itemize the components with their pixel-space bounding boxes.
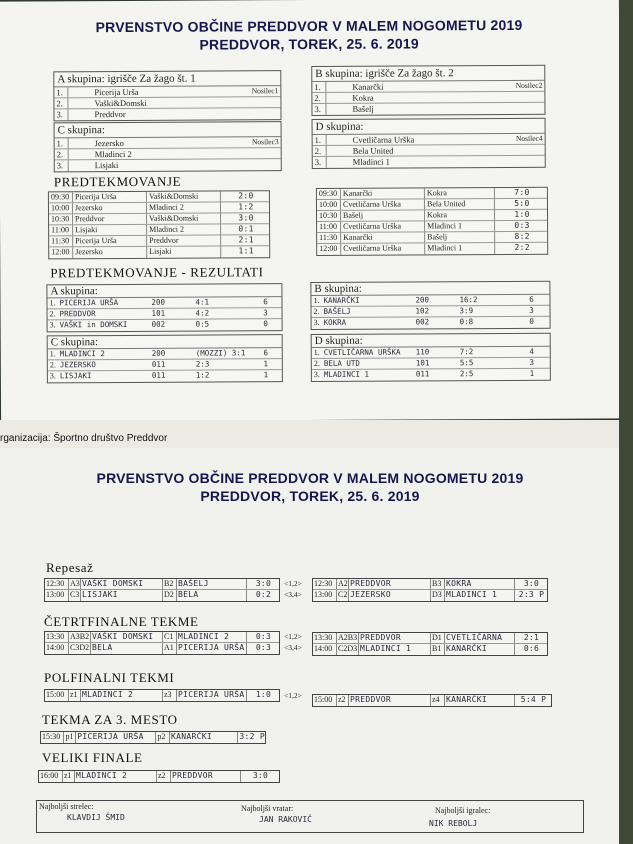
- match-home: Preddvor: [73, 214, 147, 224]
- polfinale-heading: POLFINALNI TEKMI: [44, 670, 175, 685]
- results-team: PICERIJA URŠA: [59, 298, 119, 308]
- match-home: Cvetličarna Urška: [341, 221, 425, 231]
- ko-home-code: C2: [338, 590, 348, 599]
- match-time: 09:30: [49, 192, 73, 202]
- match-time: 11:00: [317, 222, 341, 232]
- match-score: 2:2: [514, 242, 530, 252]
- match-away: Kokra: [425, 188, 495, 198]
- results-wdl: 110: [415, 347, 430, 357]
- match-score: 1:2: [238, 202, 254, 212]
- tretje-mesto-heading: TEKMA ZA 3. MESTO: [42, 712, 178, 727]
- results-goals: 2:3: [195, 359, 210, 369]
- results-wdl: 002: [415, 317, 430, 327]
- results-team: BAŠELJ: [323, 306, 351, 316]
- knockout-row: [45, 579, 279, 590]
- results-team: KOKRA: [323, 317, 347, 327]
- results-header: B skupina:: [311, 282, 549, 296]
- ko-away-team: KANARČKI: [445, 644, 515, 655]
- ko-time: 16:00: [39, 771, 63, 782]
- ko-away-code: D3: [431, 590, 445, 601]
- results-points: 0: [529, 316, 534, 326]
- match-away: Lisjaki: [147, 246, 221, 257]
- match-home: Lisjaki: [73, 225, 147, 235]
- ko-score: 0:6: [523, 644, 540, 653]
- bracket-arrow: <1,2>: [284, 632, 302, 641]
- organizer-line: rganizacija: Športno društvo Preddvor: [0, 433, 168, 444]
- sheet1-title: PRVENSTVO OBČINE PREDDVOR V MALEM NOGOMETU 2019: [95, 16, 523, 36]
- ko-time: 14:00: [45, 643, 69, 654]
- ko-home-team: JEZERSKO: [349, 590, 431, 601]
- ko-home-team: PREDDVOR: [359, 633, 431, 643]
- match-time: 12:00: [317, 244, 341, 255]
- sheet1-subtitle: PREDDVOR, TOREK, 25. 6. 2019: [199, 35, 419, 53]
- results-header: C skupina:: [48, 335, 282, 349]
- ko-score: 5:4 P: [520, 695, 547, 704]
- ko-score: 3:0: [252, 771, 269, 780]
- sheet-knockout-stage: [0, 448, 620, 844]
- ko-time: 12:30: [313, 579, 337, 589]
- knockout-row: [45, 590, 279, 601]
- results-goals: 4:2: [195, 308, 210, 318]
- results-team: VAŠKI in DOMSKI: [59, 319, 128, 330]
- match-away: Mladinci 2: [147, 224, 221, 234]
- match-time: 10:00: [49, 203, 73, 213]
- prelim-matches-right: [316, 187, 548, 256]
- ko-away-team: MLADINCI 1: [445, 590, 515, 601]
- results-wdl: 002: [151, 319, 166, 329]
- ko-time: 13:30: [45, 632, 69, 642]
- match-away: Mladinci 1: [425, 221, 495, 231]
- ko-home-team: BELA: [91, 643, 163, 654]
- results-wdl: 101: [151, 308, 166, 318]
- match-home: Kanarčki: [341, 232, 425, 242]
- results-wdl: 101: [415, 358, 430, 368]
- results-team: CVETLIČARNA URŠKA: [323, 347, 401, 357]
- results-goals: 1:2: [195, 370, 210, 380]
- results-wdl: 200: [151, 297, 166, 307]
- results-rank: 1.: [49, 298, 56, 308]
- results-group-a: [46, 283, 282, 332]
- ko-home-team: MLADINCI 2: [75, 771, 157, 782]
- group-b-row: 2. Kokra: [312, 92, 544, 104]
- ko-away-team: MLADINCI 2: [177, 632, 247, 642]
- results-wdl: 200: [415, 295, 430, 305]
- ko-time: 13:30: [313, 633, 337, 643]
- match-score: 2:0: [238, 191, 254, 201]
- knockout-row: [45, 632, 279, 643]
- results-team: LISJAKI: [59, 371, 92, 381]
- repesaz-left-table: [44, 578, 280, 602]
- bracket-arrow: <1,2>: [284, 579, 302, 588]
- match-time: 11:00: [49, 225, 73, 235]
- ko-away-team: KANARČKI: [445, 695, 515, 706]
- ko-home-team: LISJAKI: [81, 590, 163, 601]
- best-goalkeeper-value: JAN RAKOVIČ: [259, 815, 312, 824]
- match-time: 10:00: [317, 200, 341, 210]
- match-home: Jezersko: [73, 247, 147, 258]
- results-wdl: 011: [151, 359, 166, 369]
- knockout-row: [313, 579, 547, 590]
- ko-home-team: VAŠKI DOMSKI: [81, 579, 163, 589]
- polfinale-left-table: [44, 689, 280, 702]
- ko-score: 2:1: [523, 633, 540, 642]
- ko-away-team: PICERIJA URŠA: [177, 690, 247, 701]
- results-points: 1: [263, 359, 269, 369]
- group-c-header: C skupina:: [55, 122, 281, 138]
- results-group-d: [311, 333, 551, 382]
- group-b-table: [311, 65, 545, 116]
- ko-score: 3:0: [523, 579, 540, 588]
- match-home: Kanarčki: [341, 188, 425, 198]
- ko-home-code: A3B2: [70, 632, 90, 641]
- ko-time: 13:00: [313, 590, 337, 601]
- results-rank: 1.: [313, 295, 320, 305]
- knockout-row: [45, 690, 279, 701]
- match-away: Mladinci 1: [425, 243, 495, 254]
- best-goalkeeper-label: Najboljši vratar:: [241, 804, 294, 813]
- group-d-row: 1. Cvetličarna Urška Nosilec4: [313, 134, 545, 146]
- results-wdl: 011: [415, 369, 430, 379]
- background-surface: [619, 0, 633, 844]
- ko-home-team: MLADINCI 2: [81, 690, 163, 701]
- results-points: 3: [529, 305, 534, 315]
- knockout-row: [313, 644, 547, 655]
- results-rank: 1.: [313, 347, 320, 357]
- results-goals: 5:5: [459, 358, 474, 368]
- match-time: 10:30: [317, 211, 341, 221]
- match-home: Jezersko: [73, 203, 147, 213]
- ko-home-code: C2D3: [338, 644, 358, 653]
- results-points: 3: [263, 308, 268, 318]
- ko-away-code: z4: [431, 695, 445, 706]
- group-a-header: A skupina: igrišče Za žago št. 1: [54, 71, 280, 87]
- group-d-table: [312, 118, 546, 169]
- ko-time: 15:00: [45, 690, 69, 701]
- group-b-row: 1. Kanarčki Nosilec2: [312, 81, 544, 93]
- results-team: JEZERSKO: [59, 360, 96, 370]
- ko-away-team: PREDDVOR: [171, 771, 241, 782]
- results-points: 1: [263, 370, 269, 380]
- match-score: 0:3: [514, 220, 530, 230]
- results-goals: 0:5: [195, 319, 210, 329]
- results-points: 3: [529, 357, 535, 367]
- group-c-row: 3. Lisjaki: [56, 160, 119, 171]
- results-rank: 1.: [49, 349, 56, 359]
- ko-away-team: BAŠELJ: [177, 579, 247, 589]
- ko-away-team: KOKRA: [445, 579, 515, 589]
- ko-home-team: PICERIJA URŠA: [76, 732, 156, 743]
- results-goals: 16:2: [459, 295, 478, 305]
- ko-time: 14:00: [313, 644, 337, 655]
- results-team: PREDDVOR: [59, 309, 96, 319]
- match-score: 5:0: [514, 198, 530, 208]
- ko-away-team: BELA: [177, 590, 247, 601]
- polfinale-right-table: [312, 694, 552, 707]
- best-scorer-value: KLAVDIJ ŠMID: [67, 813, 125, 822]
- results-group-c: [47, 334, 283, 383]
- group-d-header: D skupina:: [313, 119, 545, 135]
- bracket-arrow: <3,4>: [284, 590, 302, 599]
- ko-away-code: A1: [163, 643, 177, 654]
- predtekmovanje-heading: PREDTEKMOVANJE: [53, 173, 182, 190]
- results-goals: 7:2: [459, 347, 474, 357]
- match-home: Picerija Urša: [73, 236, 147, 246]
- cetrtfinale-right-table: [312, 632, 548, 656]
- group-b-row: 3. Bašelj: [314, 103, 374, 114]
- prelim-matches-left: [48, 190, 270, 259]
- match-away: Vaški&Domski: [147, 191, 221, 201]
- ko-score: 0:3: [255, 632, 272, 641]
- results-goals: 3:9: [459, 306, 474, 316]
- cetrtfinale-heading: ČETRTFINALNE TEKME: [44, 614, 199, 629]
- group-c-table: [54, 121, 282, 172]
- match-score: 8:2: [514, 231, 530, 241]
- ko-home-code: A2: [338, 579, 348, 588]
- results-wdl: 102: [415, 306, 430, 316]
- ko-away-code: z2: [157, 771, 171, 782]
- knockout-row: [39, 771, 279, 782]
- results-group-b: [310, 281, 550, 330]
- results-points: 1: [529, 368, 535, 378]
- ko-time: 15:30: [41, 732, 64, 743]
- match-score: 2:1: [238, 235, 254, 245]
- ko-score: 0:2: [255, 590, 272, 599]
- match-time: 12:00: [49, 247, 73, 258]
- results-goals: 0:8: [459, 317, 474, 327]
- group-c-row: 2. Mladinci 2: [55, 148, 281, 160]
- ko-home-code: z1: [69, 690, 81, 701]
- ko-score: 3:0: [255, 579, 272, 588]
- ko-time: 13:00: [45, 590, 69, 601]
- results-goals: (MOZZI) 3:1: [195, 348, 246, 358]
- match-score: 7:0: [514, 187, 530, 197]
- ko-away-team: CVETLIČARNA: [445, 633, 515, 643]
- group-a-table: [53, 70, 281, 121]
- results-row: [48, 319, 282, 331]
- ko-home-team: PREDDVOR: [349, 579, 431, 589]
- bracket-arrow: <3,4>: [284, 643, 302, 652]
- ko-home-team: PREDDVOR: [349, 695, 431, 706]
- match-away: Bašelj: [425, 232, 495, 242]
- ko-score: 2:3 P: [518, 590, 545, 599]
- knockout-row: [313, 590, 547, 601]
- results-rank: 2.: [49, 309, 56, 319]
- group-a-row: 3. Preddvor: [56, 108, 126, 120]
- group-d-row: 3. Mladinci 1: [314, 156, 390, 167]
- match-home: Cvetličarna Urška: [341, 243, 425, 254]
- ko-home-team: VAŠKI DOMSKI: [91, 632, 163, 642]
- rezultati-heading: PREDTEKMOVANJE - REZULTATI: [50, 264, 264, 281]
- results-goals: 4:1: [195, 297, 210, 307]
- match-home: Picerija Urša: [73, 192, 147, 202]
- match-time: 10:30: [49, 214, 73, 224]
- results-points: 4: [529, 346, 535, 356]
- group-c-row: 1. Jezersko Nosilec3: [55, 137, 281, 149]
- results-goals: 2:5: [459, 369, 474, 379]
- ko-score: 0:3: [255, 643, 272, 652]
- group-d-row: 2. Bela United: [313, 145, 545, 157]
- finale-table: [38, 770, 280, 783]
- match-row: [49, 246, 269, 258]
- results-points: 6: [263, 348, 269, 358]
- repesaz-heading: Repesaž: [46, 560, 94, 575]
- ko-away-code: B3: [431, 579, 445, 589]
- repesaz-right-table: [312, 578, 548, 602]
- results-rank: 2.: [49, 360, 56, 370]
- results-rank: 3.: [49, 371, 56, 381]
- results-rank: 3.: [313, 369, 320, 379]
- results-points: 6: [263, 297, 268, 307]
- ko-away-code: z3: [163, 690, 177, 701]
- results-rank: 3.: [49, 320, 56, 330]
- match-score: 1:0: [514, 209, 530, 219]
- match-score: 3:0: [238, 213, 254, 223]
- ko-home-code: A2B3: [338, 633, 358, 642]
- sheet2-subtitle: PREDDVOR, TOREK, 25. 6. 2019: [200, 488, 420, 504]
- ko-time: 12:30: [45, 579, 69, 589]
- match-score: 0:1: [238, 224, 254, 234]
- group-b-header: B skupina: igrišče Za žago št. 2: [312, 66, 544, 82]
- match-home: Bašelj: [341, 210, 425, 220]
- match-time: 09:30: [317, 189, 341, 199]
- results-team: MLADINCI 2: [59, 349, 105, 359]
- match-away: Bela United: [425, 199, 495, 209]
- bracket-arrow: <1,2>: [284, 691, 302, 700]
- knockout-row: [41, 732, 265, 743]
- knockout-row: [313, 695, 551, 706]
- results-points: 0: [263, 319, 268, 329]
- ko-away-team: KANARČKI: [170, 732, 238, 743]
- awards-box: [36, 800, 584, 833]
- match-away: Mladinci 2: [147, 202, 221, 212]
- results-points: 6: [529, 294, 534, 304]
- results-row: [312, 317, 550, 329]
- ko-home-code: C3: [70, 590, 80, 599]
- knockout-row: [45, 643, 279, 654]
- results-team: MLADINCI 1: [323, 369, 370, 379]
- ko-score: 1:0: [255, 690, 272, 699]
- match-row: [317, 243, 547, 255]
- best-player-value: NIK REBOLJ: [429, 819, 478, 828]
- results-rank: 3.: [313, 317, 320, 327]
- ko-time: 15:00: [313, 695, 337, 706]
- ko-away-code: B2: [163, 579, 177, 589]
- ko-away-code: D2: [163, 590, 177, 601]
- results-rank: 2.: [313, 306, 320, 316]
- tretje-mesto-table: [40, 731, 266, 744]
- best-scorer-label: Najboljši strelec:: [39, 802, 94, 811]
- results-row: [312, 369, 550, 381]
- cetrtfinale-left-table: [44, 631, 280, 655]
- sheet2-title: PRVENSTVO OBČINE PREDDVOR V MALEM NOGOMETU 2019: [96, 470, 524, 486]
- ko-score: 3:2 P: [239, 732, 265, 741]
- results-wdl: 011: [151, 370, 166, 380]
- ko-away-code: B1: [431, 644, 445, 655]
- ko-home-team: MLADINCI 1: [359, 644, 431, 655]
- match-time: 11:30: [49, 236, 73, 246]
- match-away: Vaški&Domski: [147, 213, 221, 223]
- ko-home-code: A3: [70, 579, 80, 588]
- ko-away-code: D1: [431, 633, 445, 643]
- results-rank: 2.: [313, 358, 320, 368]
- ko-home-code: p1: [64, 732, 76, 743]
- match-home: Cvetličarna Urška: [341, 199, 425, 209]
- group-a-row: 2. Vaški&Domski: [54, 97, 280, 109]
- knockout-row: [313, 633, 547, 644]
- ko-away-code: C1: [163, 632, 177, 642]
- match-away: Kokra: [425, 210, 495, 220]
- ko-away-team: PICERIJA URŠA: [177, 643, 247, 654]
- match-score: 1:1: [238, 246, 254, 256]
- group-a-row: 1. Picerija Urša Nosilec1: [54, 86, 280, 98]
- ko-home-code: C3D2: [70, 643, 90, 652]
- ko-home-code: z1: [63, 771, 75, 782]
- results-header: A skupina:: [47, 284, 281, 298]
- ko-away-code: p2: [156, 732, 170, 743]
- finale-heading: VELIKI FINALE: [42, 750, 143, 765]
- sheet-group-stage: [0, 0, 621, 422]
- results-row: [48, 370, 282, 382]
- match-time: 11:30: [317, 233, 341, 243]
- results-team: BELA UTD: [323, 358, 360, 368]
- results-header: D skupina:: [312, 334, 550, 348]
- results-team: KANARČKI: [323, 295, 360, 305]
- results-wdl: 200: [151, 348, 166, 358]
- match-away: Preddvor: [147, 235, 221, 245]
- best-player-label: Najboljši igralec:: [435, 806, 491, 815]
- ko-home-code: z2: [337, 695, 349, 706]
